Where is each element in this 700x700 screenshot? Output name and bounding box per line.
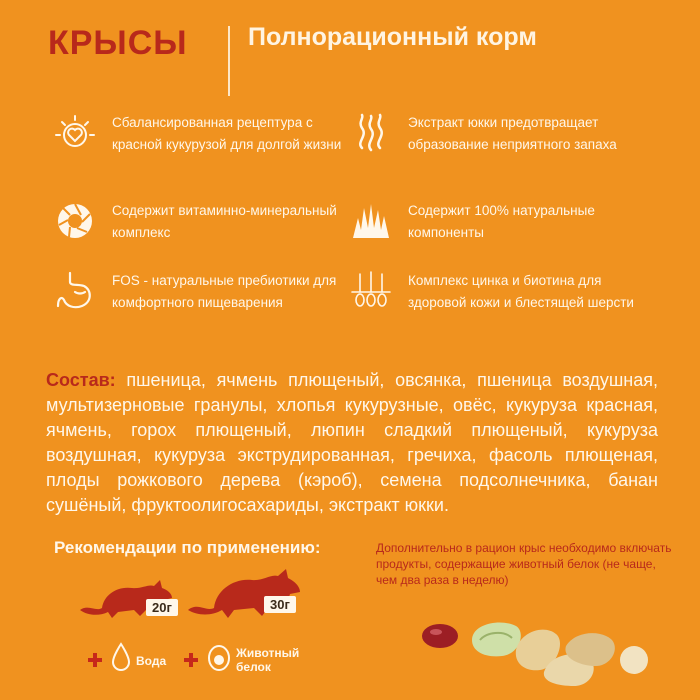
feature-text: Содержит витаминно-минеральный комплекс (112, 203, 337, 240)
feature-text: Экстракт юкки предотвращает образование неприятного запаха (408, 115, 617, 152)
feature-text: Содержит 100% натуральные компоненты (408, 203, 595, 240)
composition-label: Состав: (46, 370, 116, 390)
smell-waves-icon (350, 112, 392, 154)
page-subtitle: Полнорационный корм (248, 23, 537, 51)
stomach-icon (54, 270, 96, 312)
egg-icon (206, 642, 232, 672)
plus-icon (88, 653, 102, 667)
large-rat-icon (186, 566, 306, 624)
recommendations-title: Рекомендации по применению: (54, 538, 321, 557)
header (48, 18, 668, 98)
water-label: Вода (136, 654, 167, 668)
title-divider (228, 26, 230, 96)
feature-text: Комплекс цинка и биотина для здоровой кожи и блестящей шерсти (408, 273, 634, 310)
heart-sun-icon (54, 112, 96, 154)
grass-icon (350, 200, 392, 242)
plus-icon (184, 653, 198, 667)
page-title: КРЫСЫ (48, 24, 188, 62)
aperture-icon (54, 200, 96, 242)
feature-text: FOS - натуральные пребиотики для комфортного пищеварения (112, 273, 337, 310)
small-rat-weight: 20г (146, 599, 178, 616)
water-drop-icon (110, 642, 132, 672)
extra-note: Дополнительно в рацион крыс необходимо включать продукты, содержащие животный белок (не чаще, чем два раза в неделю) (376, 541, 672, 587)
hair-follicle-icon (350, 270, 392, 312)
large-rat-weight: 30г (264, 596, 296, 613)
food-pieces-image (416, 610, 656, 690)
composition-ingredients: пшеница, ячмень плющеный, овсянка, пшеница воздушная, мультизерновые гранулы, хлопья кукурузные, овёс, кукуруза красная, ячмень, горох плющеный, люпин сладкий плющеный, кукуруза воздушная, кукуруза экструдированная, гречиха, фасоль плющеная, плоды рожкового дерева (кэроб), семена подсолнечника, банан сушёный, фруктоолигосахариды, экстракт юкки. (46, 370, 658, 515)
composition-text (46, 368, 658, 518)
protein-label: Животный белок (236, 646, 300, 674)
feature-text: Сбалансированная рецептура с красной кукурузой для долгой жизни (112, 115, 342, 152)
